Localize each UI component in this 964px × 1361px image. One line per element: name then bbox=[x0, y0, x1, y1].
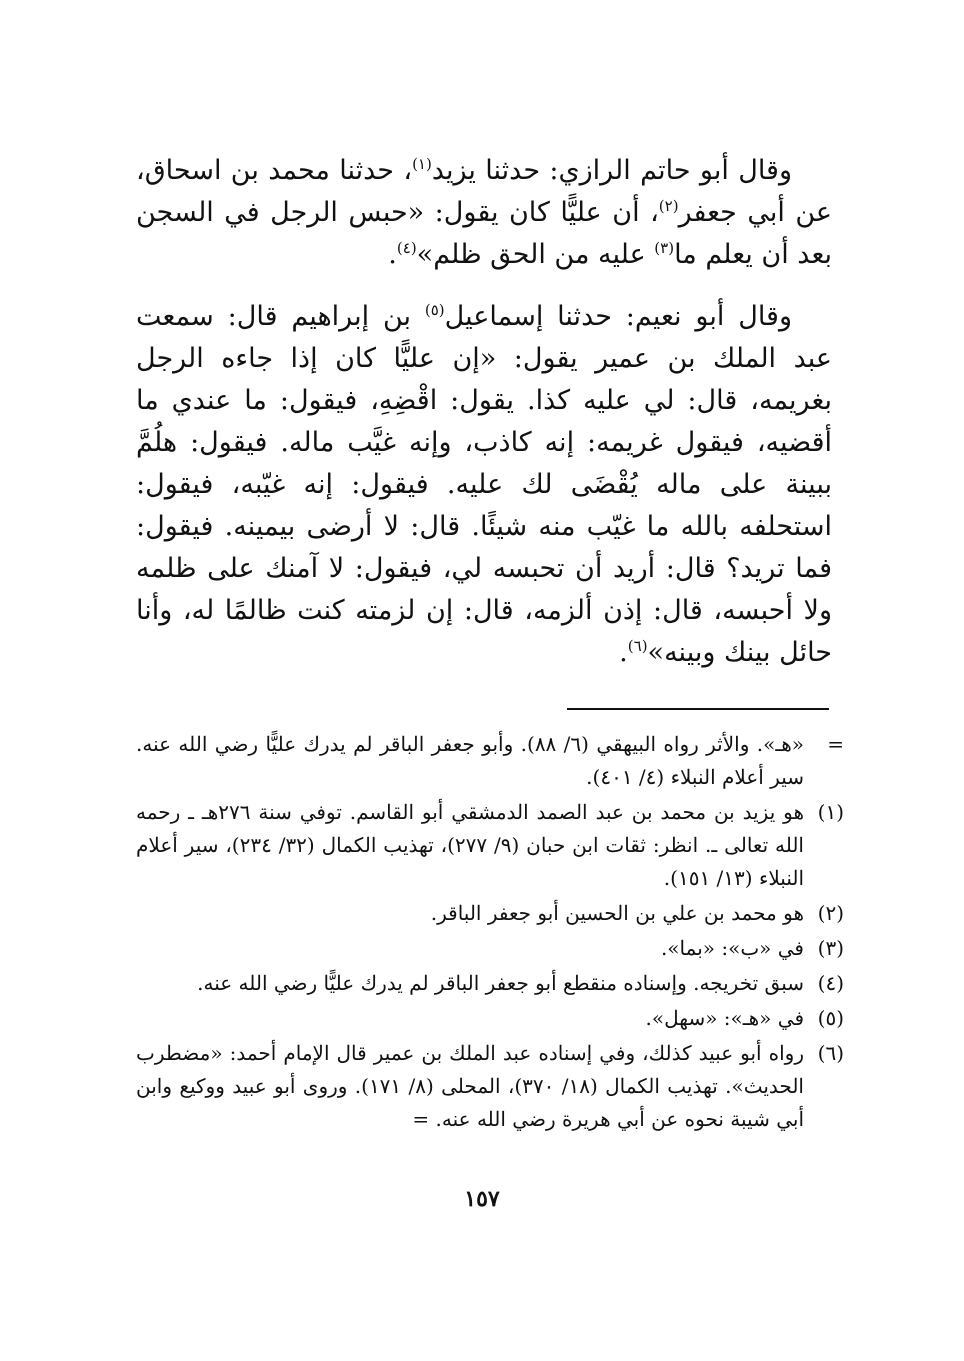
page-number: ١٥٧ bbox=[464, 1186, 500, 1212]
footnote-marker: (١) bbox=[817, 800, 844, 824]
footnote-text: هو يزيد بن محمد بن عبد الصمد الدمشقي أبو القاسم. توفي سنة ٢٧٦هـ ـ رحمه الله تعالى ـ. انظر: ثقات ابن حبان (٩/ ٢٧٧)، تهذيب الكمال (٣٢/ ٢٣٤)، سير أعلام النبلاء (١٣/ ١٥١). bbox=[136, 800, 805, 890]
footnote-3 bbox=[136, 932, 844, 965]
paragraph-abu-nuaym: وقال أبو نعيم: حدثنا إسماعيل$^{(٥)}$ بن إبراهيم قال: سمعت عبد الملك بن عمير يقول: «إن عليًّا كان إذا جاءه الرجل بغريمه، قال: لي عليه كذا. يقول: اقْضِهِ، فيقول: ما عندي ما أقضيه، فيقول غريمه: إنه كاذب، وإنه غيَّب ماله. فيقول: هلُمَّ ببينة على ماله يُقْضَى لك عليه. فيقول: إنه غيّبه، فيقول: استحلفه بالله ما غيّب منه شيئًا. قال: لا أرضى بيمينه. فيقول: فما تريد؟ قال: أريد أن تحبسه لي، فيقول: لا آمنك على ظلمه ولا أحبسه، قال: إذن ألزمه، قال: إن لزمته كنت ظالمًا له، وأنا حائل بينك وبينه»$^{(٦)}$. bbox=[136, 301, 832, 668]
footnote-1 bbox=[136, 796, 844, 895]
footnote-ref-3[interactable]: (٣) bbox=[654, 239, 675, 257]
main-text bbox=[136, 150, 832, 694]
footnote-marker: = bbox=[827, 732, 844, 756]
footnote-text: سبق تخريجه. وإسناده منقطع أبو جعفر الباقر لم يدرك عليًّا رضي الله عنه. bbox=[197, 971, 804, 995]
footnote-marker: (٤) bbox=[817, 971, 844, 995]
footnote-text: «هـ». والأثر رواه البيهقي (٦/ ٨٨). وأبو جعفر الباقر لم يدرك عليًّا رضي الله عنه. سير أعلام النبلاء (٤/ ٤٠١). bbox=[136, 732, 804, 789]
footnote-marker: (٥) bbox=[817, 1006, 844, 1030]
footnote-ref-1[interactable]: (١) bbox=[412, 155, 432, 173]
footnote-text: رواه أبو عبيد كذلك، وفي إسناده عبد الملك بن عمير قال الإمام أحمد: «مضطرب الحديث». تهذيب الكمال (١٨/ ٣٧٠)، المحلى (٨/ ١٧١). وروى أبو عبيد ووكيع وابن أبي شيبة نحوه عن أبي هريرة رضي الله عنه. = bbox=[136, 1041, 804, 1131]
paragraph-abu-hatim: وقال أبو حاتم الرازي: حدثنا يزيد$^{(١)}$، حدثنا محمد بن اسحاق، عن أبي جعفر$^{(٢)}$، أن عليًّا كان يقول: «حبس الرجل في السجن بعد أن يعلم ما$^{(٣)}$ عليه من الحق ظلم»$^{(٤)}$. bbox=[136, 155, 832, 270]
footnote-marker: (٢) bbox=[817, 901, 844, 925]
footnote-ref-2[interactable]: (٢) bbox=[658, 197, 679, 215]
footnote-marker: (٦) bbox=[817, 1041, 844, 1065]
footnote-4 bbox=[136, 967, 844, 1000]
footnote-2 bbox=[136, 897, 844, 930]
footnote-separator bbox=[567, 708, 829, 710]
footnote-6 bbox=[136, 1037, 844, 1136]
footnote-text: في «ب»: «بما». bbox=[660, 936, 804, 960]
footnote-continued bbox=[136, 728, 844, 794]
footnote-ref-4[interactable]: (٤) bbox=[396, 239, 417, 257]
footnote-text: هو محمد بن علي بن الحسين أبو جعفر الباقر. bbox=[430, 901, 804, 925]
footnote-ref-5[interactable]: (٥) bbox=[424, 301, 445, 319]
footnote-text: في «هـ»: «سهل». bbox=[645, 1006, 804, 1030]
footnote-ref-6[interactable]: (٦) bbox=[627, 637, 648, 655]
footnote-marker: (٣) bbox=[817, 936, 844, 960]
footnote-5 bbox=[136, 1002, 844, 1035]
footnotes bbox=[136, 728, 844, 1138]
